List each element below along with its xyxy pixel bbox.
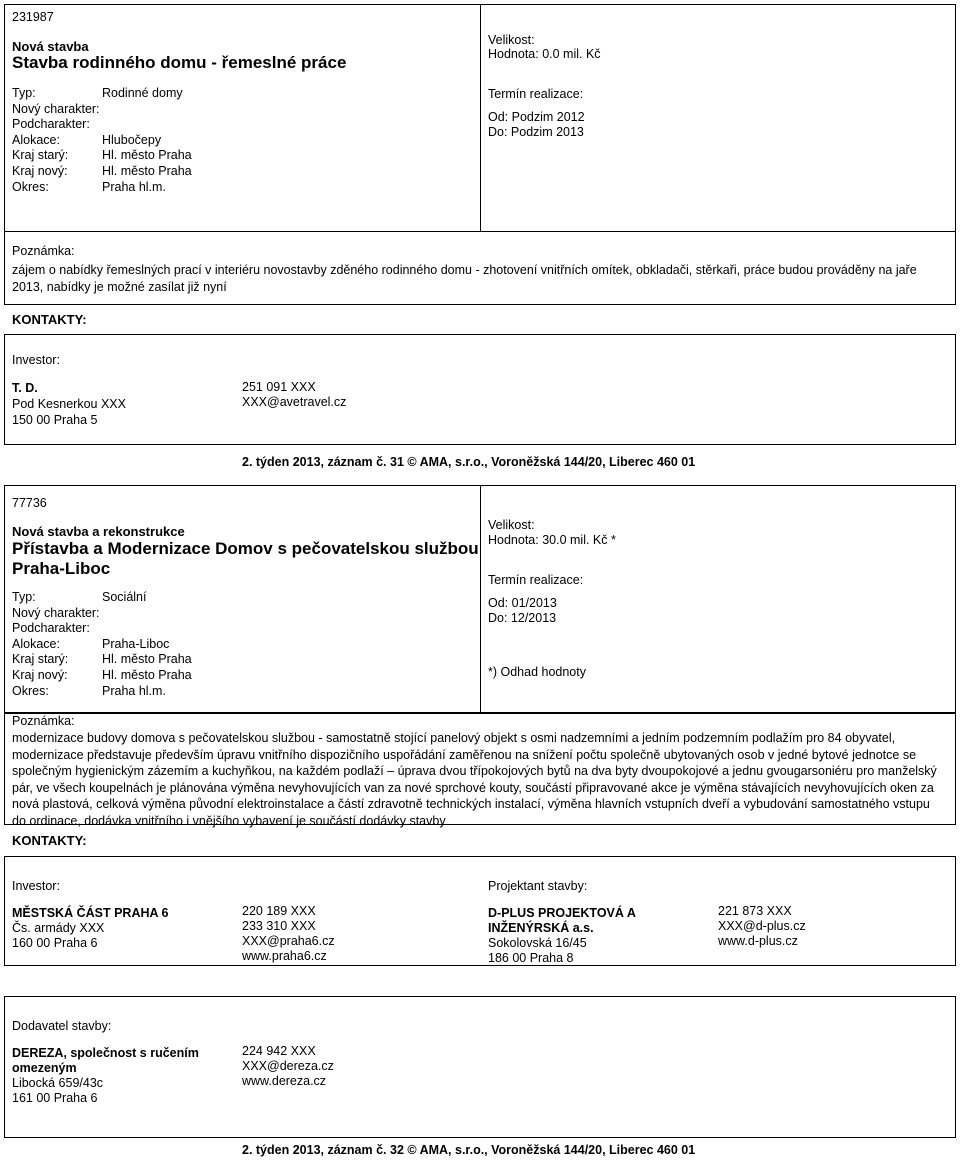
supplier-label: Dodavatel stavby: bbox=[12, 1019, 112, 1033]
page-footer: 2. týden 2013, záznam č. 31 © AMA, s.r.o., Voroněžská 144/20, Liberec 460 01 bbox=[242, 455, 696, 469]
page-footer: 2. týden 2013, záznam č. 32 © AMA, s.r.o., Voroněžská 144/20, Liberec 460 01 bbox=[242, 1143, 696, 1157]
supplier-address: Libocká 659/43c bbox=[12, 1076, 104, 1090]
field-row: Alokace: Praha-Liboc bbox=[12, 636, 170, 651]
term-label: Termín realizace: bbox=[488, 87, 584, 101]
note-text: zájem o nabídky řemeslných prací v interiéru novostavby zděného rodinného domu - zhotovení vnitřních omítek, obkladači, stěrkaři, práce budou prováděny na jaře 2013, nabídky je možné zasílat již nyní bbox=[12, 263, 917, 294]
contacts-heading: KONTAKTY: bbox=[12, 833, 87, 848]
value-line: Hodnota: 30.0 mil. Kč * bbox=[488, 533, 616, 547]
field-row: Nový charakter: bbox=[12, 101, 100, 116]
designer-name: D-PLUS PROJEKTOVÁ A bbox=[488, 906, 636, 920]
supplier-website: www.dereza.cz bbox=[242, 1074, 327, 1088]
investor-phone: 220 189 XXX bbox=[242, 904, 316, 918]
investor-label: Investor: bbox=[12, 879, 60, 893]
supplier-name-continued: omezeným bbox=[12, 1061, 77, 1075]
record-title: Přístavba a Modernizace Domov s pečovatelskou službou bbox=[12, 539, 479, 558]
investor-name: T. D. bbox=[12, 381, 38, 395]
investor-city: 150 00 Praha 5 bbox=[12, 413, 98, 427]
record-2-fields bbox=[12, 590, 192, 699]
designer-name-continued: INŽENÝRSKÁ a.s. bbox=[488, 921, 594, 935]
term-from: Od: 01/2013 bbox=[488, 596, 557, 610]
designer-website: www.d-plus.cz bbox=[718, 934, 798, 948]
record-1-divider bbox=[480, 4, 481, 231]
investor-website: www.praha6.cz bbox=[242, 949, 327, 963]
record-title: Stavba rodinného domu - řemeslné práce bbox=[12, 53, 347, 72]
field-row: Nový charakter: bbox=[12, 605, 100, 620]
estimate-note: *) Odhad hodnoty bbox=[488, 665, 586, 679]
note-label: Poznámka: bbox=[12, 714, 75, 728]
record-category: Nová stavba a rekonstrukce bbox=[12, 524, 185, 539]
designer-city: 186 00 Praha 8 bbox=[488, 951, 574, 965]
note-text: modernizace budovy domova s pečovatelskou službou - samostatně stojící panelový objekt s osmi nadzemními a jedním podzemním podlažím pro 84 obyvatel, modernizace představuje především úpravu vnitřního dispozičního uspořádání zaměřenou na snížení počtu společně ubytovaných osob v jedné bytové jednotce se společným hygienickým zázemím a kuchyňkou, na každém podlaží – úprava dvou třípokojových bytů na dva byty dvoupokojové a jednu gvougarsoniéru pro manželský pár, ve všech koupelnách je plánována výměna nevyhovujících van za nové sprchové kouty, součástí připravované akce je výměna stávajících nevyhovujících oken za nová plastová, celková výměna původní elektroinstalace a částí zdravotně technických instalací, výměna hlavních vstupních dveří a vybudování samostatného vstupu do ordinace, dodávka vnitřního i vnějšího vybavení je součástí dodávky stavby bbox=[12, 731, 937, 828]
contacts-heading: KONTAKTY: bbox=[12, 312, 87, 327]
supplier-name: DEREZA, společnost s ručením bbox=[12, 1046, 199, 1060]
term-from: Od: Podzim 2012 bbox=[488, 110, 585, 124]
designer-phone: 221 873 XXX bbox=[718, 904, 792, 918]
size-label: Velikost: bbox=[488, 33, 535, 47]
field-row: Typ: Rodinné domy bbox=[12, 86, 183, 100]
field-row: Okres: Praha hl.m. bbox=[12, 179, 166, 194]
term-to: Do: 12/2013 bbox=[488, 611, 557, 625]
supplier-city: 161 00 Praha 6 bbox=[12, 1091, 98, 1105]
record-id: 77736 bbox=[12, 496, 47, 510]
note-label: Poznámka: bbox=[12, 244, 75, 258]
field-row: Typ: Sociální bbox=[12, 590, 147, 604]
field-row: Kraj starý: Hl. město Praha bbox=[12, 148, 192, 163]
value-line: Hodnota: 0.0 mil. Kč bbox=[488, 47, 601, 61]
field-row: Kraj starý: Hl. město Praha bbox=[12, 652, 192, 667]
field-row: Alokace: Hlubočepy bbox=[12, 132, 162, 147]
investor-address: Čs. armády XXX bbox=[12, 921, 105, 935]
record-1-fields bbox=[12, 86, 192, 195]
investor-email: XXX@praha6.cz bbox=[242, 934, 335, 948]
record-title-continued: Praha-Liboc bbox=[12, 559, 111, 578]
designer-email: XXX@d-plus.cz bbox=[718, 919, 806, 933]
designer-address: Sokolovská 16/45 bbox=[488, 936, 587, 950]
field-row: Podcharakter: bbox=[12, 117, 90, 132]
term-to: Do: Podzim 2013 bbox=[488, 125, 584, 139]
supplier-phone: 224 942 XXX bbox=[242, 1044, 316, 1058]
investor-label: Investor: bbox=[12, 353, 60, 367]
record-2-divider bbox=[480, 485, 481, 713]
investor-email: XXX@avetravel.cz bbox=[242, 395, 347, 409]
field-row: Kraj nový: Hl. město Praha bbox=[12, 667, 192, 682]
investor-phone: 251 091 XXX bbox=[242, 380, 316, 394]
supplier-email: XXX@dereza.cz bbox=[242, 1059, 334, 1073]
term-label: Termín realizace: bbox=[488, 573, 584, 587]
investor-name: MĚSTSKÁ ČÁST PRAHA 6 bbox=[12, 906, 169, 920]
size-label: Velikost: bbox=[488, 518, 535, 532]
record-category: Nová stavba bbox=[12, 39, 89, 54]
field-row: Podcharakter: bbox=[12, 621, 90, 636]
record-id: 231987 bbox=[12, 10, 54, 24]
record-1-contacts-box bbox=[4, 334, 956, 445]
investor-phone-2: 233 310 XXX bbox=[242, 919, 316, 933]
record-2-supplier-box bbox=[4, 996, 956, 1138]
investor-address: Pod Kesnerkou XXX bbox=[12, 397, 126, 411]
field-row: Kraj nový: Hl. město Praha bbox=[12, 163, 192, 178]
designer-label: Projektant stavby: bbox=[488, 879, 588, 893]
investor-city: 160 00 Praha 6 bbox=[12, 936, 98, 950]
field-row: Okres: Praha hl.m. bbox=[12, 683, 166, 698]
